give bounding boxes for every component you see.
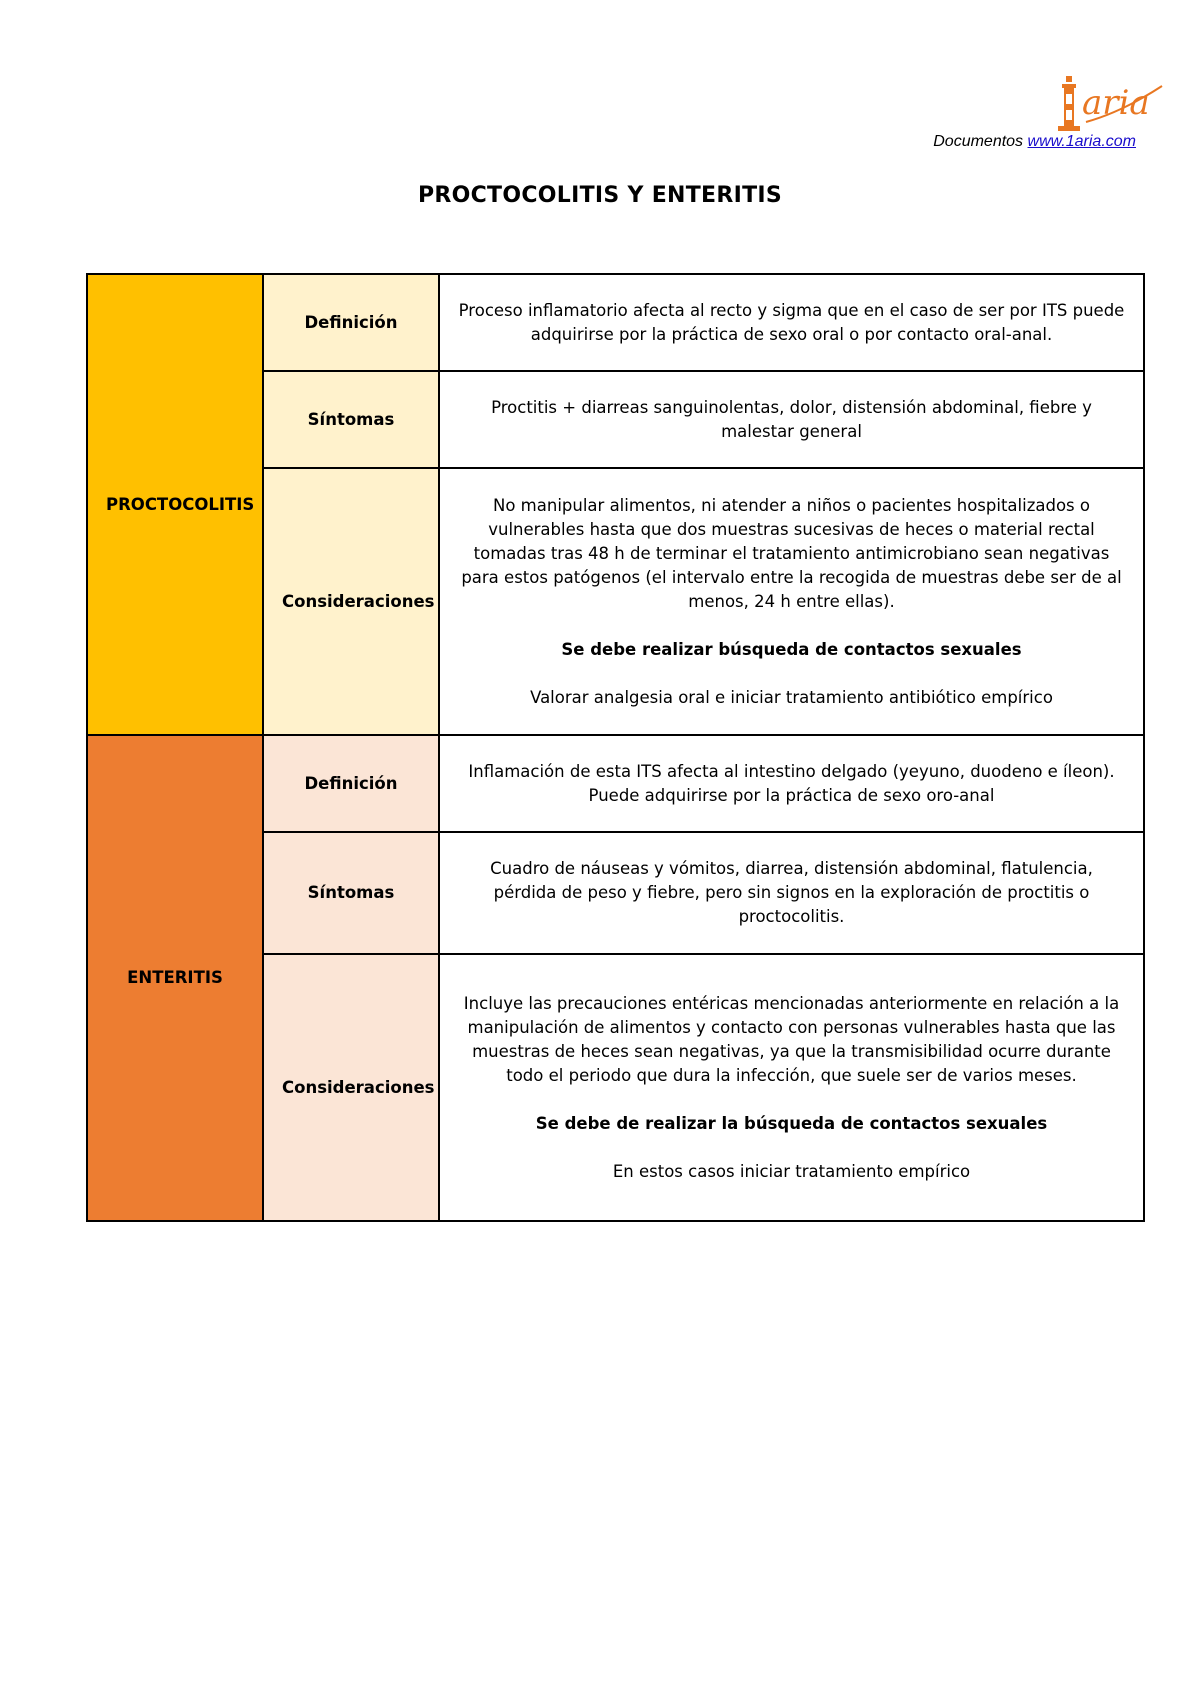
svg-text:aria: aria [1082,83,1150,123]
row-label-definicion: Definición [263,735,439,832]
row-content [439,274,1144,371]
documents-line [933,133,1136,151]
table-row [87,274,1144,371]
docs-link[interactable]: www.1aria.com [1027,133,1136,150]
content-paragraph: Inflamación de esta ITS afecta al intestino delgado (yeyuno, duodeno e íleon). Puede adquirirse por la práctica de sexo oro-anal [468,761,1115,805]
content-paragraph: En estos casos iniciar tratamiento empírico [612,1161,971,1181]
content-paragraph: Cuadro de náuseas y vómitos, diarrea, distensión abdominal, flatulencia, pérdida de peso y fiebre, pero sin signos en la exploración de proctitis o proctocolitis. [490,859,1093,926]
row-label-consideraciones: Consideraciones [263,468,439,735]
content-paragraph: Proceso inflamatorio afecta al recto y sigma que en el caso de ser por ITS puede adquirirse por la práctica de sexo oral o por contacto oral-anal. [458,300,1125,344]
row-content [439,832,1144,954]
row-content [439,954,1144,1221]
1aria-logo [1052,66,1170,138]
content-paragraph: Valorar analgesia oral e iniciar tratamiento antibiótico empírico [530,687,1053,707]
row-label-definicion: Definición [263,274,439,371]
row-label-sintomas: Síntomas [263,832,439,954]
its-table [86,273,1145,1222]
section-proctocolitis: PROCTOCOLITIS [87,274,263,735]
page-title: PROCTOCOLITIS Y ENTERITIS [417,183,783,208]
section-enteritis: ENTERITIS [87,735,263,1221]
row-content [439,468,1144,735]
table-row [87,735,1144,832]
content-paragraph: Incluye las precauciones entéricas mencionadas anteriormente en relación a la manipulación de alimentos y contacto con personas vulnerables hasta que las muestras de heces sean negativas, ya que la transmisibilidad ocurre durante todo el periodo que dura la infección, que suele ser de varios meses. [463,993,1120,1085]
content-paragraph-bold: Se debe de realizar la búsqueda de contactos sexuales [535,1113,1048,1133]
content-paragraph: Proctitis + diarreas sanguinolentas, dolor, distensión abdominal, fiebre y malestar general [491,397,1092,441]
docs-label: Documentos [933,133,1024,150]
content-paragraph: No manipular alimentos, ni atender a niños o pacientes hospitalizados o vulnerables hasta que dos muestras sucesivas de heces o material rectal tomadas tras 48 h de terminar el tratamiento antimicrobiano sean negativas para estos patógenos (el intervalo entre la recogida de muestras debe ser de al menos, 24 h entre ellas). [461,495,1122,611]
row-content [439,735,1144,832]
row-label-sintomas: Síntomas [263,371,439,468]
content-paragraph-bold: Se debe realizar búsqueda de contactos sexuales [561,639,1022,659]
row-label-consideraciones: Consideraciones [263,954,439,1221]
row-content [439,371,1144,468]
